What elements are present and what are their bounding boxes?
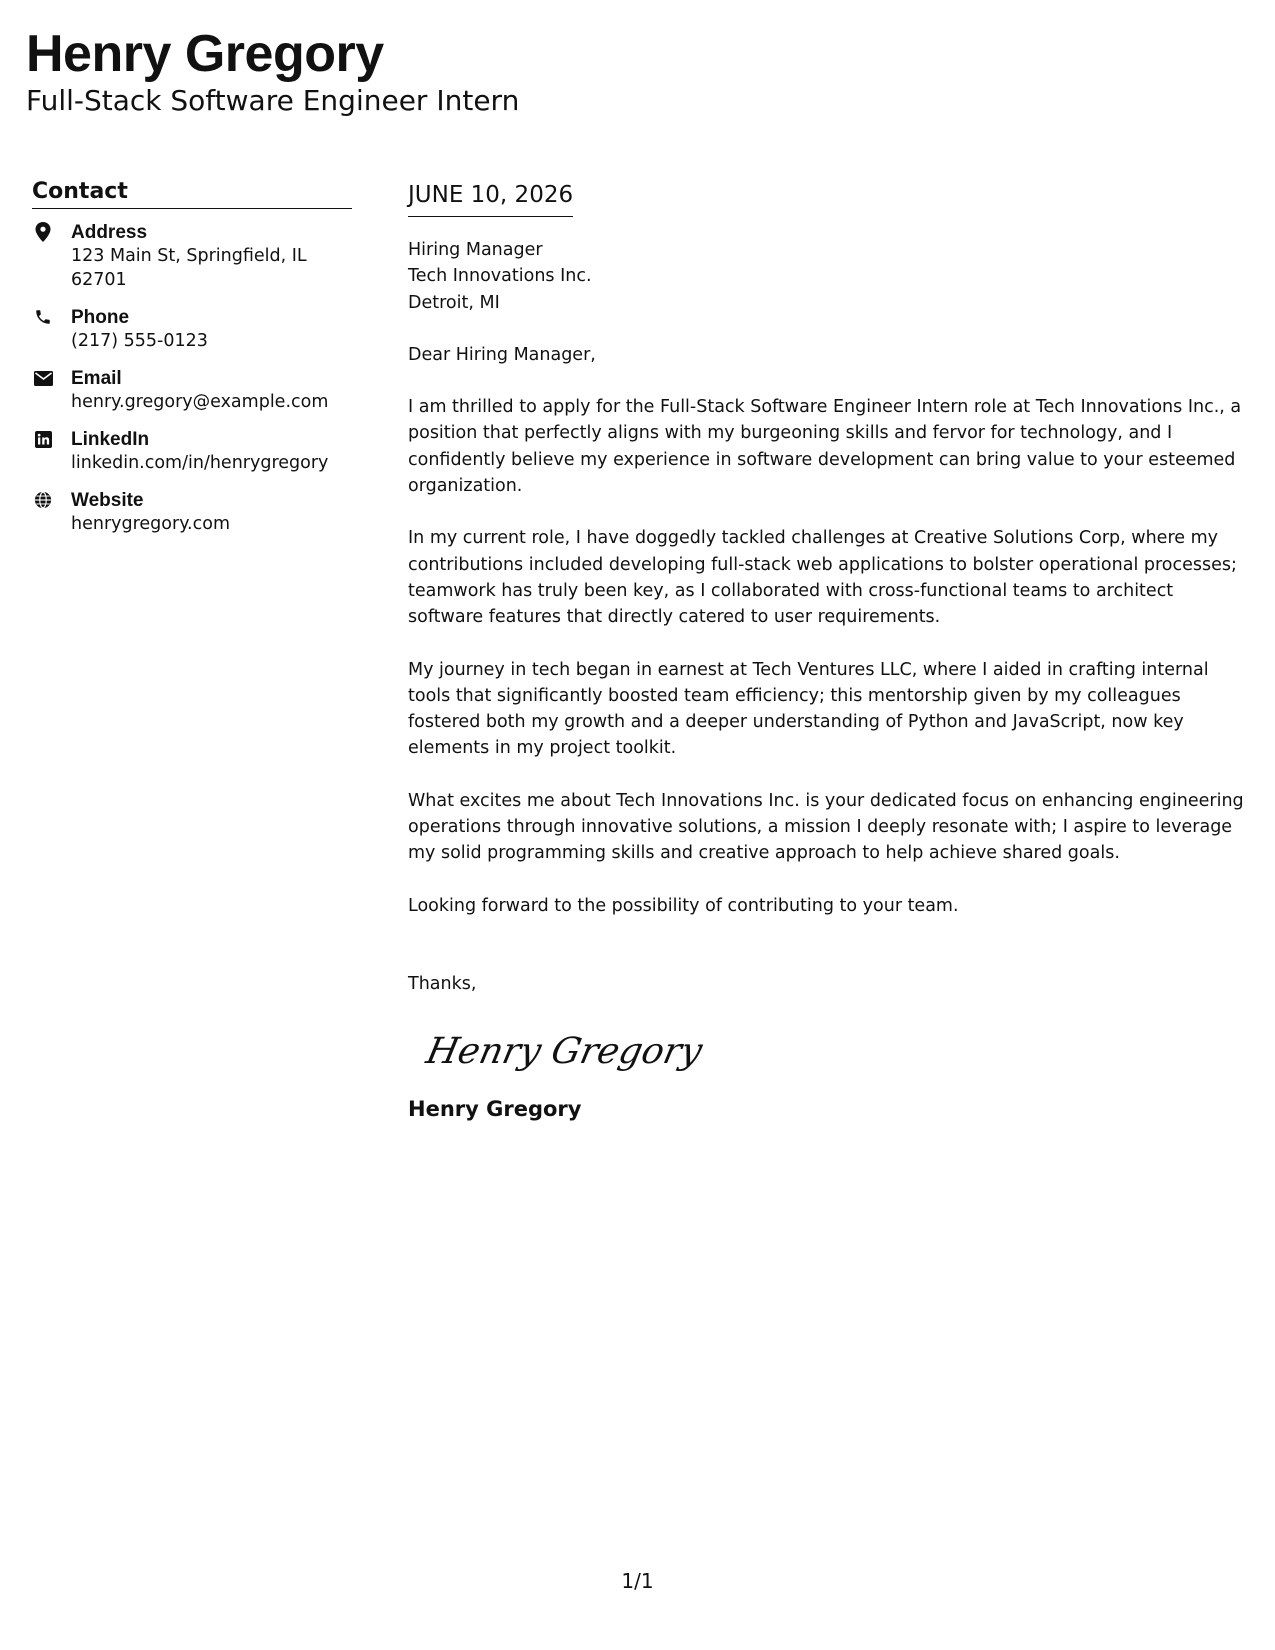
contact-value: henry.gregory@example.com [71, 392, 329, 412]
body-paragraph: In my current role, I have doggedly tackled challenges at Creative Solutions Corp, where my contributions included developing full-stack web applications to bolster operational processes; teamwork has truly been key, as I collaborated with cross-functional teams to architect software features that directly catered to user requirements. [408, 528, 1237, 628]
contact-label: Address [71, 222, 148, 243]
phone-icon [34, 308, 52, 326]
recipient-line: Tech Innovations Inc. [408, 266, 592, 287]
linkedin-icon [34, 430, 52, 448]
body-paragraph: I am thrilled to apply for the Full-Stack Software Engineer Intern role at Tech Innovations Inc., a position that perfectly aligns with my burgeoning skills and fervor for technology, and I confidently believe my experience in software development can bring value to your esteemed organization. [408, 397, 1242, 497]
contact-value: (217) 555-0123 [71, 331, 208, 351]
contact-item-website [32, 489, 352, 536]
salutation: Dear Hiring Manager, [408, 344, 596, 365]
contact-item-phone [32, 306, 352, 353]
recipient-line: Hiring Manager [408, 240, 543, 260]
contact-item-address [32, 221, 352, 292]
contact-label: LinkedIn [71, 429, 150, 450]
contact-value: linkedin.com/in/henrygregory [71, 453, 329, 473]
recipient-block [408, 237, 1248, 316]
contact-label: Email [71, 368, 122, 389]
letter-header [26, 26, 926, 118]
body-paragraph: My journey in tech began in earnest at Tech Ventures LLC, where I aided in crafting internal tools that significantly boosted team efficiency; this mentorship given by my colleagues fostered both my growth and a deeper understanding of Python and JavaScript, now key elements in my project toolkit. [408, 659, 1209, 759]
applicant-name: Henry Gregory [26, 25, 384, 83]
applicant-job-title: Full-Stack Software Engineer Intern [26, 84, 520, 117]
map-pin-icon [34, 223, 52, 241]
contact-sidebar [32, 178, 352, 550]
signature-script: Henry Gregory [422, 1029, 707, 1073]
contact-list [32, 221, 352, 536]
closing: Thanks, [408, 973, 477, 994]
body-paragraph: What excites me about Tech Innovations Inc. is your dedicated focus on enhancing engineering operations through innovative solutions, a mission I deeply resonate with; I aspire to leverage my solid programming skills and creative approach to help achieve shared goals. [408, 790, 1244, 864]
recipient-line: Detroit, MI [408, 292, 500, 313]
contact-value: 123 Main St, Springfield, IL 62701 [71, 246, 307, 290]
letter-date: JUNE 10, 2026 [408, 180, 573, 217]
contact-item-linkedin [32, 428, 352, 475]
letter-body [408, 180, 1248, 1123]
contact-label: Phone [71, 307, 130, 328]
signer-name: Henry Gregory [408, 1097, 582, 1122]
contact-item-email [32, 367, 352, 414]
signature-image [422, 1019, 707, 1081]
page-number: 1/1 [621, 1569, 654, 1593]
contact-section-title: Contact [32, 178, 352, 209]
envelope-icon [34, 369, 52, 387]
contact-value: henrygregory.com [71, 514, 230, 534]
globe-icon [34, 491, 52, 509]
contact-label: Website [71, 490, 144, 511]
body-paragraph: Looking forward to the possibility of contributing to your team. [408, 895, 959, 916]
